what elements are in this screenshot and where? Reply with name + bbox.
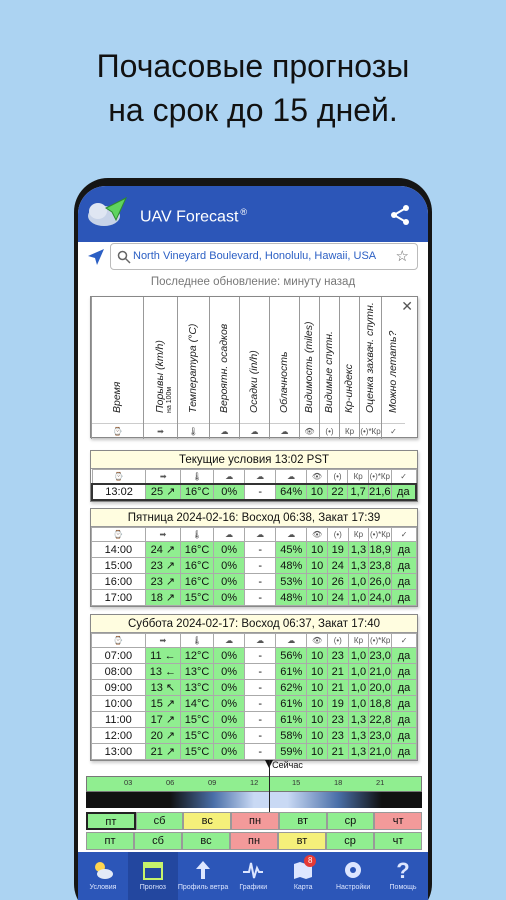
column-icon: (•)*Кр <box>369 528 392 542</box>
help-icon <box>391 858 415 882</box>
close-icon[interactable]: ✕ <box>401 298 413 314</box>
nav-item-label: Настройки <box>335 884 371 891</box>
my-location-icon[interactable] <box>86 247 106 267</box>
table-cell: - <box>245 648 276 664</box>
table-cell: 0% <box>214 696 245 712</box>
table-cell: 13°C <box>181 664 214 680</box>
now-label: Сейчас <box>272 760 303 770</box>
column-icon: 👁 <box>307 634 328 648</box>
day-button[interactable]: сб <box>134 832 182 850</box>
table-cell: 12°C <box>181 648 214 664</box>
timeline-tick-label: 06 <box>166 778 175 787</box>
table-cell: да <box>392 574 417 590</box>
table-cell: 61% <box>276 696 307 712</box>
table-cell: 13°C <box>181 680 214 696</box>
legend-label-text: Температура (°C) <box>186 323 199 413</box>
table-row[interactable] <box>92 680 417 696</box>
table-cell: 58% <box>276 728 307 744</box>
legend-column <box>359 297 381 439</box>
day-button[interactable]: чт <box>374 832 422 850</box>
legend-column <box>143 297 177 439</box>
table-cell: 10:00 <box>92 696 146 712</box>
table-cell: 16°C <box>181 542 214 558</box>
table-cell: 21 <box>327 664 348 680</box>
table-row[interactable] <box>92 590 417 606</box>
timeline-tick-label: 21 <box>376 778 385 787</box>
arrow-up-icon <box>191 858 215 882</box>
legend-column-icon: ➡ <box>144 423 177 439</box>
table-cell: 21,0 <box>369 665 391 678</box>
table-cell: 61% <box>276 664 307 680</box>
table-cell: 10 <box>307 696 328 712</box>
legend-column-icon: 🌡 <box>178 423 209 439</box>
legend-label-text: Видимые спутн. <box>322 331 335 413</box>
column-icon: (•)*Кр <box>368 470 391 484</box>
legend-column-icon: Кр <box>340 423 359 439</box>
table-row[interactable] <box>92 744 417 760</box>
day-selector-row-2 <box>86 832 422 850</box>
legend-label-text: Порывы (km/h) <box>153 340 166 413</box>
legend-label-text: Облачность <box>277 351 290 413</box>
share-icon[interactable] <box>388 203 412 227</box>
table-cell: 15°C <box>181 744 214 760</box>
table-cell: 15°C <box>181 590 214 606</box>
table-cell: 19 <box>327 542 348 558</box>
column-icon: ☁ <box>245 528 276 542</box>
notification-badge: 8 <box>304 855 316 867</box>
day-button[interactable]: вт <box>278 832 326 850</box>
table-cell: - <box>245 664 276 680</box>
table-cell: 45% <box>276 542 307 558</box>
chart-icon <box>241 858 265 882</box>
legend-column-icon: ⌚ <box>92 423 143 439</box>
legend-label-text: Кр-индекс <box>342 364 355 413</box>
column-icon: ✓ <box>392 634 417 648</box>
legend-column-icon: ✓ <box>382 423 405 439</box>
table-cell: 0% <box>214 542 245 558</box>
table-row[interactable] <box>92 712 417 728</box>
nav-item[interactable] <box>328 852 378 900</box>
table-cell: 23,0 <box>369 649 391 662</box>
day-button[interactable]: пн <box>231 812 279 830</box>
day-button[interactable]: пт <box>86 832 134 850</box>
table-cell: 0% <box>214 574 245 590</box>
column-icon: (•) <box>327 528 348 542</box>
legend-column-icon: (•)*Кр <box>360 423 381 439</box>
table-row[interactable] <box>92 664 417 680</box>
favorite-star-icon[interactable]: ☆ <box>395 248 409 265</box>
column-icon: ☁ <box>245 634 276 648</box>
table-cell: 21,6 <box>369 485 391 498</box>
day-button[interactable]: пт <box>86 812 136 830</box>
day-button[interactable]: пн <box>230 832 278 850</box>
table-cell: 18,8 <box>369 697 391 710</box>
table-cell: 22,8 <box>369 713 391 726</box>
table-cell: 26,0 <box>369 575 391 588</box>
nav-item[interactable] <box>378 852 428 900</box>
location-address: North Vineyard Boulevard, Honolulu, Hawaii, USA <box>133 250 377 262</box>
table-cell: 12:00 <box>92 728 146 744</box>
timeline-bar[interactable] <box>86 776 422 792</box>
nav-item-label: Профиль ветра <box>177 884 229 891</box>
saturday-section <box>90 614 418 761</box>
table-cell: 0% <box>214 664 245 680</box>
table-cell: 13:02 <box>92 484 146 500</box>
location-search-field[interactable] <box>110 243 418 270</box>
table-cell: 10 <box>307 558 328 574</box>
table-cell: 62% <box>276 680 307 696</box>
table-cell: 21 ↗ <box>145 744 180 760</box>
table-row[interactable] <box>92 484 416 500</box>
table-cell: 10 <box>307 542 328 558</box>
day-button[interactable]: ср <box>326 832 374 850</box>
table-icon-row <box>92 528 417 542</box>
gear-icon <box>341 858 365 882</box>
table-cell: 15 ↗ <box>145 696 180 712</box>
day-button[interactable]: вс <box>183 812 231 830</box>
table-cell: 10 <box>307 680 328 696</box>
table-cell: 13 ↖ <box>145 680 180 696</box>
column-icon: 👁 <box>307 470 328 484</box>
table-cell: да <box>392 696 417 712</box>
timeline-tick-label: 15 <box>292 778 301 787</box>
table-cell: 1,3 <box>348 744 369 760</box>
table-cell: - <box>245 558 276 574</box>
table-cell: 0% <box>214 590 245 606</box>
nav-item[interactable] <box>278 852 328 900</box>
table-cell: 1,0 <box>348 664 369 680</box>
table-cell: 1,7 <box>348 484 369 500</box>
app-screen <box>78 186 428 900</box>
table-cell: 11:00 <box>92 712 146 728</box>
current-conditions-section <box>90 450 418 502</box>
last-updated-text: Последнее обновление: минуту назад <box>150 276 356 288</box>
table-cell: - <box>245 542 276 558</box>
table-cell: 13:00 <box>92 744 146 760</box>
legend-label-text: Можно летать? <box>386 330 399 413</box>
table-cell: 16:00 <box>92 574 146 590</box>
legend-label-text: Время <box>110 381 123 413</box>
day-button[interactable]: вт <box>279 812 327 830</box>
column-icon: ☁ <box>276 528 307 542</box>
table-cell: 1,0 <box>348 680 369 696</box>
table-cell: 22 <box>327 484 348 500</box>
app-title-text: UAV Forecast <box>140 208 239 226</box>
table-row[interactable] <box>92 728 417 744</box>
table-cell: 17:00 <box>92 590 146 606</box>
day-button[interactable]: ср <box>327 812 375 830</box>
hour-timeline[interactable] <box>86 760 422 814</box>
legend-column <box>381 297 405 439</box>
table-cell: да <box>392 712 417 728</box>
table-cell: 48% <box>276 558 307 574</box>
column-icon: ➡ <box>146 470 181 484</box>
table-cell: да <box>392 680 417 696</box>
friday-table <box>91 527 417 606</box>
table-cell: 13 ← <box>145 664 180 680</box>
table-cell: 20 ↗ <box>145 728 180 744</box>
legend-column <box>319 297 339 439</box>
table-cell: 08:00 <box>92 664 146 680</box>
table-cell: да <box>392 664 417 680</box>
daylight-strip <box>86 792 422 808</box>
table-cell: 10 <box>307 590 328 606</box>
table-cell: 61% <box>276 712 307 728</box>
table-cell: 24 <box>327 558 348 574</box>
app-title <box>140 207 247 226</box>
timeline-tick-label: 12 <box>250 778 259 787</box>
column-icon: 🌡 <box>181 634 214 648</box>
table-icon-row <box>92 634 417 648</box>
column-icon: (•) <box>327 470 348 484</box>
column-icon: ⌚ <box>92 528 146 542</box>
table-cell: 0% <box>214 744 245 760</box>
table-cell: 18,9 <box>369 543 391 556</box>
column-icon: ☁ <box>214 470 245 484</box>
nav-item[interactable] <box>178 852 228 900</box>
column-icon: ☁ <box>214 528 245 542</box>
legend-column-icon: ☁ <box>270 423 299 439</box>
table-cell: да <box>392 648 417 664</box>
nav-item-label: Помощь <box>389 884 417 891</box>
column-icon: ⌚ <box>92 634 146 648</box>
legend-column <box>299 297 319 439</box>
table-cell: 53% <box>276 574 307 590</box>
legend-label-text: Осадки (in/h) <box>247 350 260 413</box>
table-cell: 10 <box>307 574 328 590</box>
table-cell: 21 <box>327 744 348 760</box>
promo-line-1: Почасовые прогнозы <box>96 48 410 84</box>
table-cell: да <box>391 484 416 500</box>
table-cell: - <box>245 712 276 728</box>
table-cell: 14°C <box>181 696 214 712</box>
table-cell: 23 ↗ <box>145 558 180 574</box>
table-cell: 16°C <box>181 558 214 574</box>
timeline-tick-label: 18 <box>334 778 343 787</box>
table-cell: 15°C <box>181 712 214 728</box>
table-cell: 1,3 <box>348 558 369 574</box>
table-cell: 16°C <box>181 574 214 590</box>
timeline-tick-label: 09 <box>208 778 217 787</box>
table-cell: 23 <box>327 712 348 728</box>
table-cell: 0% <box>214 712 245 728</box>
current-conditions-title: Текущие условия 13:02 PST <box>91 451 417 469</box>
column-icon: 🌡 <box>181 470 214 484</box>
table-cell: да <box>392 590 417 606</box>
nav-item[interactable] <box>128 852 178 900</box>
column-icon: ☁ <box>214 634 245 648</box>
bottom-navigation <box>78 852 428 900</box>
nav-item-label: Карта <box>293 884 313 891</box>
current-conditions-table <box>91 469 417 501</box>
day-button[interactable]: чт <box>374 812 422 830</box>
column-icon: ✓ <box>391 470 416 484</box>
legend-column-icon: (•) <box>320 423 339 439</box>
table-cell: 0% <box>214 558 245 574</box>
table-cell: 10 <box>307 712 328 728</box>
table-cell: - <box>245 484 276 500</box>
nav-item[interactable] <box>228 852 278 900</box>
table-cell: 19 <box>327 696 348 712</box>
table-cell: - <box>245 680 276 696</box>
table-cell: 1,3 <box>348 712 369 728</box>
table-cell: 11 ← <box>145 648 180 664</box>
table-cell: да <box>392 542 417 558</box>
table-row[interactable] <box>92 648 417 664</box>
table-row[interactable] <box>92 574 417 590</box>
legend-column-icon: ☁ <box>210 423 239 439</box>
table-icon-row <box>92 470 416 484</box>
friday-section <box>90 508 418 607</box>
saturday-title: Суббота 2024-02-17: Восход 06:37, Закат 17:40 <box>91 615 417 633</box>
table-cell: 15°C <box>181 728 214 744</box>
day-selector-row-1 <box>86 812 422 830</box>
table-row[interactable] <box>92 542 417 558</box>
table-cell: 23 ↗ <box>145 574 180 590</box>
table-cell: 0% <box>214 728 245 744</box>
table-cell: - <box>245 744 276 760</box>
legend-column-icon: ☁ <box>240 423 269 439</box>
table-cell: 24 ↗ <box>145 542 180 558</box>
table-cell: 20,0 <box>369 681 391 694</box>
column-icon: ⌚ <box>92 470 146 484</box>
table-cell: 24,0 <box>369 591 391 604</box>
table-cell: 10 <box>307 484 328 500</box>
table-cell: 24 <box>327 590 348 606</box>
table-cell: 59% <box>276 744 307 760</box>
table-cell: 10 <box>307 728 328 744</box>
legend-column <box>239 297 269 439</box>
table-cell: 56% <box>276 648 307 664</box>
table-row[interactable] <box>92 558 417 574</box>
table-cell: 14:00 <box>92 542 146 558</box>
table-cell: 10 <box>307 744 328 760</box>
table-cell: - <box>245 728 276 744</box>
table-cell: 23 <box>327 648 348 664</box>
column-icon: ☁ <box>245 470 276 484</box>
table-cell: 23 <box>327 728 348 744</box>
table-cell: 07:00 <box>92 648 146 664</box>
nav-item[interactable] <box>78 852 128 900</box>
table-cell: - <box>245 696 276 712</box>
column-icon: Кр <box>348 528 369 542</box>
legend-sublabel: на 100м <box>165 386 173 413</box>
table-cell: 48% <box>276 590 307 606</box>
table-cell: 26 <box>327 574 348 590</box>
table-cell: 18 ↗ <box>145 590 180 606</box>
table-cell: - <box>245 574 276 590</box>
day-button[interactable]: сб <box>136 812 184 830</box>
column-icon: Кр <box>348 470 369 484</box>
table-cell: 09:00 <box>92 680 146 696</box>
table-cell: 17 ↗ <box>145 712 180 728</box>
table-cell: 21,0 <box>369 745 391 758</box>
nav-item-label: Прогноз <box>139 884 167 891</box>
column-icon: ☁ <box>276 634 307 648</box>
table-cell: 1,0 <box>348 574 369 590</box>
friday-title: Пятница 2024-02-16: Восход 06:38, Закат 17:39 <box>91 509 417 527</box>
legend-label-text: Видимость (miles) <box>302 321 315 413</box>
table-cell: 10 <box>307 664 328 680</box>
table-cell: 16°C <box>181 484 214 500</box>
day-button[interactable]: вс <box>182 832 230 850</box>
column-icon: 🌡 <box>181 528 214 542</box>
table-cell: 1,0 <box>348 696 369 712</box>
table-cell: 23,0 <box>369 729 391 742</box>
legend-label-text: Оценка захвач. спутн. <box>363 302 376 413</box>
saturday-table <box>91 633 417 760</box>
table-cell: 0% <box>214 680 245 696</box>
table-cell: да <box>392 744 417 760</box>
table-cell: 0% <box>214 648 245 664</box>
table-cell: 21 <box>327 680 348 696</box>
column-icon: 👁 <box>307 528 328 542</box>
column-icon: ➡ <box>145 528 180 542</box>
table-cell: 1,0 <box>348 648 369 664</box>
table-cell: 1,3 <box>348 542 369 558</box>
nav-item-label: Условия <box>89 884 117 891</box>
table-row[interactable] <box>92 696 417 712</box>
promo-line-2: на срок до 15 дней. <box>108 92 398 128</box>
table-cell: 1,3 <box>348 728 369 744</box>
column-icon: (•) <box>327 634 348 648</box>
weather-icon <box>91 858 115 882</box>
column-legend-panel <box>90 296 418 438</box>
promo-headline <box>0 44 506 132</box>
table-cell: 23,8 <box>369 559 391 572</box>
legend-label-text: Вероятн. осадков <box>217 323 230 413</box>
column-icon: ✓ <box>392 528 417 542</box>
legend-column <box>339 297 359 439</box>
timeline-tick-label: 03 <box>124 778 133 787</box>
table-cell: 25 ↗ <box>146 484 181 500</box>
app-bar <box>78 186 428 242</box>
column-icon: Кр <box>348 634 369 648</box>
table-cell: 1,0 <box>348 590 369 606</box>
table-cell: 0% <box>214 484 245 500</box>
table-cell: 64% <box>276 484 307 500</box>
nav-item-label: Графики <box>239 884 268 891</box>
search-icon <box>116 249 132 265</box>
table-cell: да <box>392 558 417 574</box>
calendar-icon <box>141 858 165 882</box>
legend-column <box>91 297 143 439</box>
column-icon: (•)*Кр <box>369 634 392 648</box>
registered-mark: ® <box>240 207 248 217</box>
svg-text:?: ? <box>396 858 410 882</box>
legend-column <box>177 297 209 439</box>
column-icon: ➡ <box>145 634 180 648</box>
legend-column-icon: 👁 <box>300 423 319 439</box>
app-logo-icon <box>84 194 130 234</box>
table-cell: - <box>245 590 276 606</box>
table-cell: 15:00 <box>92 558 146 574</box>
table-cell: да <box>392 728 417 744</box>
column-icon: ☁ <box>276 470 307 484</box>
table-cell: 10 <box>307 648 328 664</box>
legend-column <box>269 297 299 439</box>
legend-column <box>209 297 239 439</box>
now-marker-line <box>269 760 270 814</box>
